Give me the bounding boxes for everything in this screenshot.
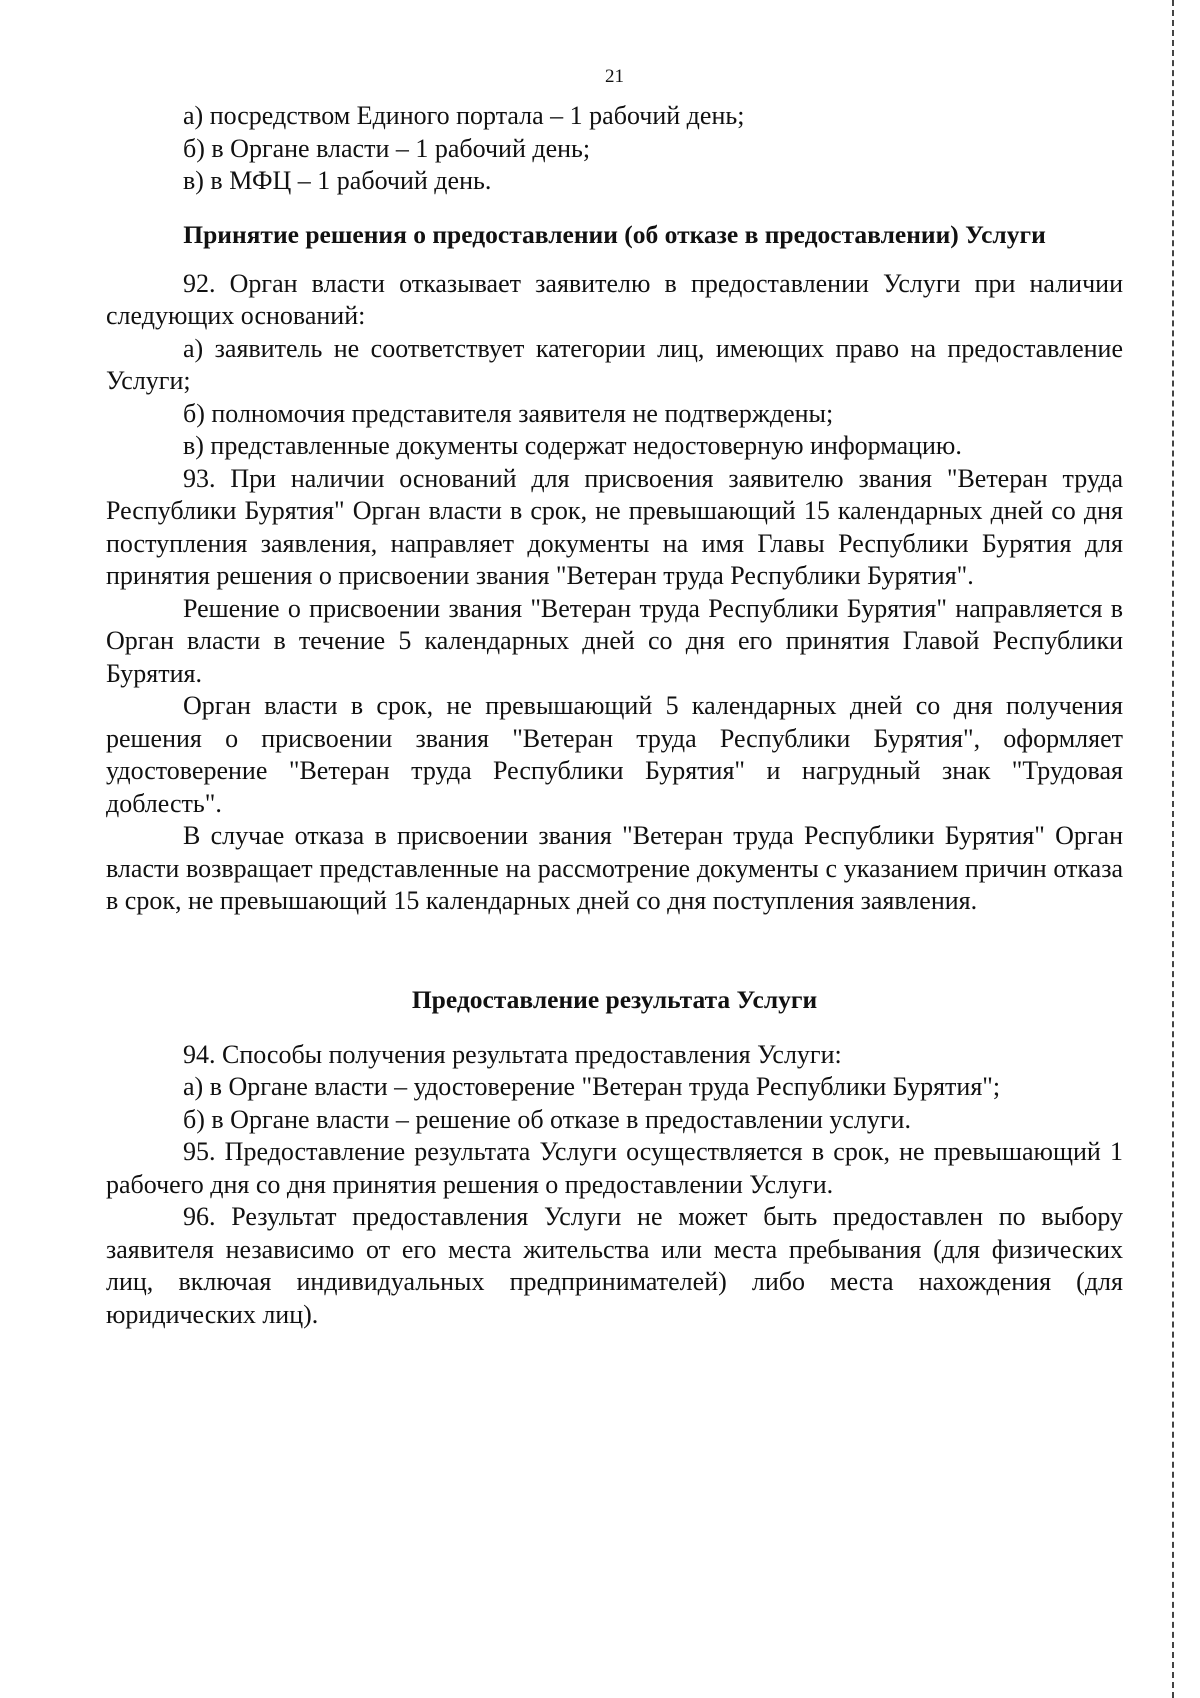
section-heading-decision: Принятие решения о предоставлении (об отказе в предоставлении) Услуги xyxy=(183,219,1046,249)
paragraph-96: 96. Результат предоставления Услуги не может быть предоставлен по выбору заявителя независимо от его места жительства или места пребывания (для физических лиц, включая индивидуальных предпринимателей) либо места нахождения (для юридических лиц). xyxy=(106,1202,1123,1329)
page-number: 21 xyxy=(605,66,624,87)
list-item: б) в Органе власти – решение об отказе в предоставлении услуги. xyxy=(183,1104,911,1134)
list-item: б) в Органе власти – 1 рабочий день; xyxy=(183,133,591,163)
list-item: а) заявитель не соответствует категории лиц, имеющих право на предоставление Услуги; xyxy=(106,333,1123,395)
paragraph-92: 92. Орган власти отказывает заявителю в предоставлении Услуги при наличии следующих оснований: xyxy=(106,268,1123,330)
paragraph-93-refusal: В случае отказа в присвоении звания "Ветеран труда Республики Бурятия" Орган власти возвращает представленные на рассмотрение документы с указанием причин отказа в срок, не превышающий 15 календарных дней со дня поступления заявления. xyxy=(106,821,1123,915)
list-item: в) в МФЦ – 1 рабочий день. xyxy=(183,166,492,195)
scan-edge-line xyxy=(1172,0,1174,1698)
list-item: в) представленные документы содержат недостоверную информацию. xyxy=(183,431,962,460)
paragraph-93: 93. При наличии оснований для присвоения заявителю звания "Ветеран труда Республики Бурятия" Орган власти в срок, не превышающий 15 календарных дней со дня поступления заявления, направляет документы на имя Главы Республики Бурятия для принятия решения о присвоении звания "Ветеран труда Республики Бурятия". xyxy=(106,463,1123,590)
section-heading-result: Предоставление результата Услуги xyxy=(411,984,818,1014)
paragraph-95: 95. Предоставление результата Услуги осуществляется в срок, не превышающий 1 рабочего дня со дня принятия решения о предоставлении Услуги. xyxy=(106,1137,1123,1199)
list-item: б) полномочия представителя заявителя не подтверждены; xyxy=(183,398,834,428)
paragraph-93-decision: Решение о присвоении звания "Ветеран труда Республики Бурятия" направляется в Орган власти в течение 5 календарных дней со дня его принятия Главой Республики Бурятия. xyxy=(106,593,1123,688)
list-item: а) посредством Единого портала – 1 рабочий день; xyxy=(183,101,745,130)
list-item: а) в Органе власти – удостоверение "Ветеран труда Республики Бурятия"; xyxy=(183,1072,1001,1101)
paragraph-93-certificate: Орган власти в срок, не превышающий 5 календарных дней со дня получения решения о присвоении звания "Ветеран труда Республики Бурятия", оформляет удостоверение "Ветеран труда Республики Бурятия" и нагрудный знак "Трудовая доблесть". xyxy=(106,691,1123,818)
paragraph-94: 94. Способы получения результата предоставления Услуги: xyxy=(183,1039,842,1069)
